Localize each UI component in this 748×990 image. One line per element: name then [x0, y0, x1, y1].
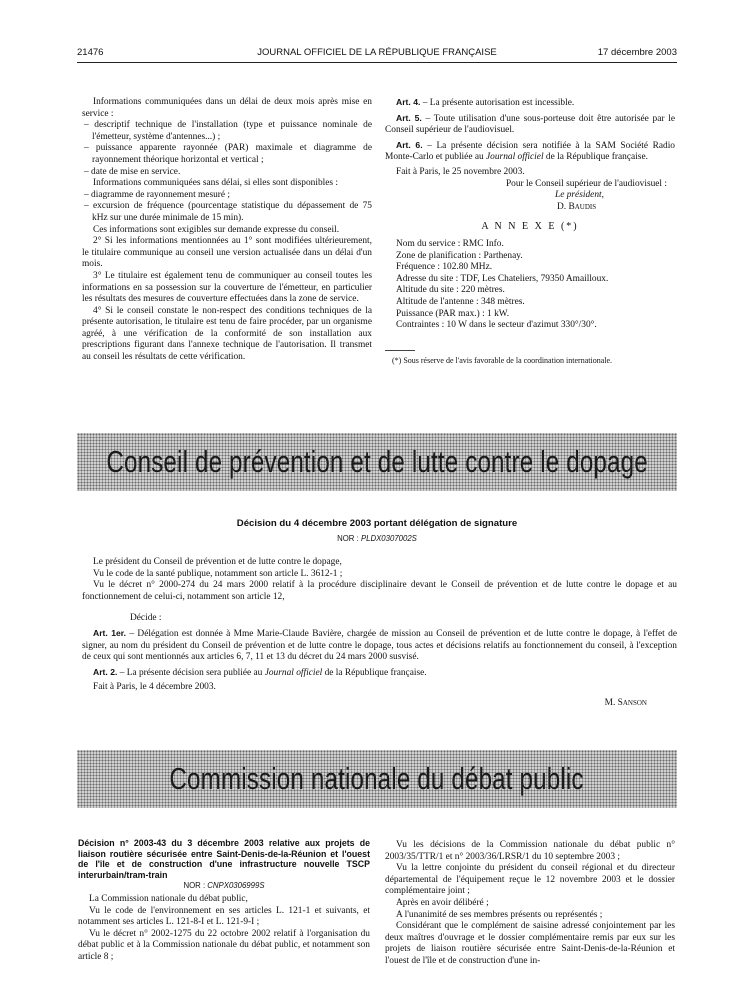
article-1: [82, 628, 677, 664]
article-text: – Délégation est donnée à Mme Marie-Claude Bavière, chargée de mission au Conseil de prévention et de lutte contre le dopage, à l'effet de signer, au nom du président du Conseil de prévention et de lutte contre le dopage, tous actes et décisions relatifs au fonctionnement du conseil, à l'exception de ceux qui sont mentionnés aux articles 6, 7, 11 et 13 du décret du 24 mars 2000 susvisé.: [82, 628, 677, 663]
paragraph: Considérant que le complément de saisine adressé conjointement par les deux maîtres d'ouvrage et le dossier complémentaire remis par eux sur les projets de liaison routière sécurisée entre Saint-Denis-de-la-Réunion et l'ouest de l'île et de construction d'une in-: [385, 921, 675, 966]
footnote-rule: [385, 350, 415, 351]
nor-code: CNPX0306999S: [207, 881, 265, 891]
paragraph: 4° Si le conseil constate le non-respect des conditions techniques de la présente autorisation, le titulaire est tenu de faire procéder, par un organisme agréé, à une vérification de la conformité de son installation aux prescriptions figurant dans l'annexe technique de l'autorisation. Il transmet au conseil les résultats de cette vérification.: [82, 305, 372, 363]
signatory-name: D. Baudis: [557, 201, 597, 212]
paragraph: Ces informations sont exigibles sur demande expresse du conseil.: [93, 224, 340, 235]
section2-left-column: [78, 838, 370, 964]
decision-title: Décision du 4 décembre 2003 portant délégation de signature: [236, 518, 518, 529]
annex-line: Contraintes : 10 W dans le secteur d'azimut 330°/30°.: [396, 320, 597, 331]
list-item: – puissance apparente rayonnée (PAR) maximale et diagramme de rayonnement théorique horizontal et vertical ;: [84, 143, 372, 165]
page-number: 21476: [77, 47, 104, 58]
paragraph: Vu le code de la santé publique, notamment son article L. 3612-1 ;: [93, 568, 343, 579]
article-text: – La présente autorisation est incessible.: [420, 98, 575, 108]
nor-reference: [78, 880, 370, 892]
list-item: – date de mise en service.: [84, 166, 181, 177]
annex-line: Fréquence : 102.80 MHz.: [396, 262, 493, 273]
annex-line: Puissance (PAR max.) : 1 kW.: [396, 308, 510, 319]
article-5: [385, 113, 675, 137]
done-at: Fait à Paris, le 25 novembre 2003.: [396, 166, 525, 177]
left-column-top: [82, 97, 372, 364]
paragraph: A l'unanimité de ses membres présents ou représentés ;: [396, 909, 603, 920]
article-label: Art. 2.: [93, 666, 118, 677]
paragraph: Le président du Conseil de prévention et de lutte contre le dopage,: [93, 557, 342, 567]
decision-title: Décision n° 2003-43 du 3 décembre 2003 relative aux projets de liaison routière sécurisée entre Saint-Denis-de-la-Réunion et l'ouest de l'île et de construction d'une infrastructure nouvelle TSCP interurbain/tram-train: [78, 838, 370, 880]
article-label: Art. 1er.: [93, 627, 127, 638]
article-label: Art. 5.: [396, 112, 422, 123]
signatory-for: Pour le Conseil supérieur de l'audiovisuel :: [505, 178, 667, 189]
annex-line: Altitude de l'antenne : 348 mètres.: [396, 296, 525, 307]
footnote: (*) Sous réserve de l'avis favorable de la coordination internationale.: [392, 356, 613, 365]
annex-title: A N N E X E (*): [481, 221, 579, 233]
article-label: Art. 6.: [396, 139, 423, 150]
paragraph: Vu le décret n° 2000-274 du 24 mars 2000 relatif à la procédure disciplinaire devant le Conseil de prévention et de lutte contre le dopage et au fonctionnement de celui-ci, notamment son article 12,: [82, 580, 677, 602]
right-column-top: [385, 97, 675, 332]
article-text: – La présente décision sera publiée au: [117, 667, 265, 678]
article-text: – Toute utilisation d'une sous-porteuse doit être autorisée par le Conseil supérieur de l'audiovisuel.: [385, 113, 675, 136]
journal-name: Journal officiel: [264, 667, 323, 678]
list-item: – diagramme de rayonnement mesuré ;: [84, 189, 231, 200]
paragraph: Vu les décisions de la Commission nationale du débat public n° 2003/35/TTR/1 et n° 2003/36/LRSR/1 du 10 septembre 2003 ;: [385, 840, 675, 862]
paragraph: 3° Le titulaire est également tenu de communiquer au conseil toutes les informations en sa possession sur la couverture de l'émetteur, en particulier les résultats des mesures de couverture effectuées dans la zone de service.: [82, 270, 372, 305]
annex-line: Zone de planification : Parthenay.: [396, 250, 523, 261]
annex-line: Altitude du site : 220 mètres.: [396, 285, 505, 296]
article-text: – La présente décision sera notifiée à la SAM Société Radio Monte-Carlo et publiée au: [385, 140, 675, 163]
signature: M. Sanson: [604, 697, 647, 708]
list-item: – descriptif technique de l'installation (type et puissance nominale de l'émetteur, système d'antennes...) ;: [84, 120, 372, 142]
nor-code: PLDX0307002S: [360, 534, 417, 543]
paragraph: Vu le code de l'environnement en ses articles L. 121-1 et suivants, et notamment ses articles L. 121-8-I et L. 121-9-I ;: [78, 905, 370, 928]
article-6: [385, 140, 675, 164]
journal-title: JOURNAL OFFICIEL DE LA RÉPUBLIQUE FRANÇAISE: [257, 47, 497, 58]
decision-body-dopage: [82, 557, 677, 710]
journal-name: Journal officiel: [486, 152, 544, 163]
list-item: – excursion de fréquence (pourcentage statistique du dépassement de 75 kHz sur une durée minimale de 15 min).: [84, 201, 372, 223]
section-banner-debat-public: [77, 750, 677, 808]
section-banner-title: Conseil de prévention et de lutte contre le dopage: [106, 444, 648, 479]
annex-line: Adresse du site : TDF, Les Chateliers, 79350 Amailloux.: [396, 273, 609, 284]
page-header: [77, 47, 677, 61]
nor-reference: [77, 534, 677, 543]
nor-label: NOR :: [183, 881, 208, 891]
article-text: de la République française.: [322, 667, 427, 678]
annex-line: Nom du service : RMC Info.: [396, 238, 504, 249]
paragraph: La Commission nationale du débat public,: [89, 893, 248, 904]
paragraph: Après en avoir délibéré ;: [396, 897, 489, 908]
decides: Décide :: [130, 613, 162, 624]
article-label: Art. 4.: [396, 97, 421, 107]
signatory-role: Le président,: [555, 190, 604, 201]
article-2: [82, 667, 677, 680]
paragraph: Informations communiquées dans un délai de deux mois après mise en service :: [82, 97, 372, 119]
section2-right-column: [385, 840, 675, 968]
paragraph: 2° Si les informations mentionnées au 1° sont modifiées ultérieurement, le titulaire communique au conseil une version actualisée dans un délai d'un mois.: [82, 236, 372, 270]
done-at: Fait à Paris, le 4 décembre 2003.: [93, 682, 216, 693]
paragraph: Informations communiquées sans délai, si elles sont disponibles :: [93, 178, 339, 189]
paragraph: Vu le décret n° 2002-1275 du 22 octobre 2002 relatif à l'organisation du débat public et à la Commission nationale du débat public, et notamment son article 8 ;: [78, 928, 370, 962]
article-4: [385, 97, 675, 110]
header-rule: [77, 62, 677, 63]
section-banner-title: Commission nationale du débat public: [169, 761, 585, 796]
issue-date: 17 décembre 2003: [597, 47, 677, 58]
article-text: de la République française.: [543, 152, 648, 163]
section-banner-dopage: [77, 433, 677, 491]
paragraph: Vu la lettre conjointe du président du conseil régional et du directeur départemental de l'équipement reçue le 12 novembre 2003 et le dossier complémentaire joint ;: [385, 863, 675, 897]
nor-label: NOR :: [337, 534, 361, 543]
